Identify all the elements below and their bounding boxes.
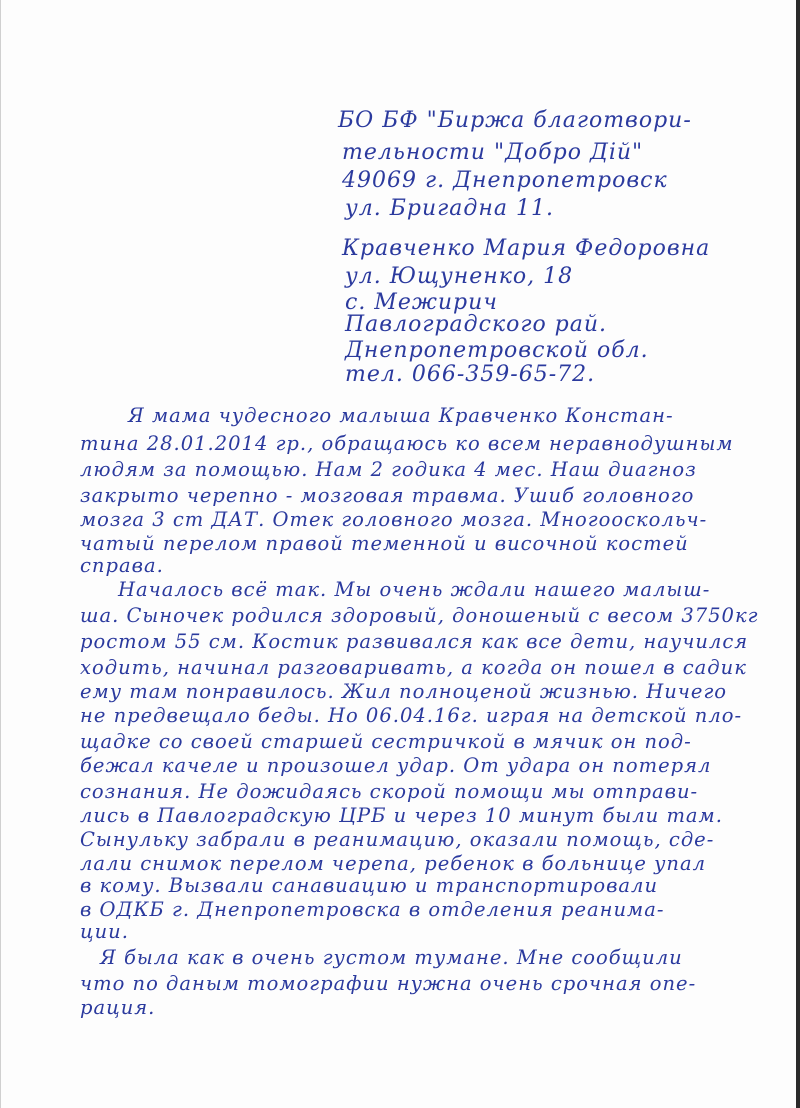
sender-line: с. Межирич [345, 290, 498, 315]
sender-line: Кравченко Мария Федоровна [342, 236, 711, 261]
letter-line: щадке со своей старшей сестричкой в мячик он под- [80, 730, 692, 753]
letter-line: Я была как в очень густом тумане. Мне сообщили [100, 946, 683, 969]
letter-line: ша. Сыночек родился здоровый, доношеный с весом 3750кг [80, 604, 759, 627]
sender-line: ул. Ющуненко, 18 [345, 264, 574, 289]
letter-line: в кому. Вызвали санавиацию и транспортировали [80, 874, 659, 897]
letter-line: рация. [80, 996, 156, 1019]
letter-line: Я мама чудесного малыша Кравченко Констан- [128, 404, 674, 427]
letter-line: Началось всё так. Мы очень ждали нашего малыш- [118, 578, 711, 601]
recipient-line: 49069 г. Днепропетровск [342, 168, 668, 193]
sender-line: Днепропетровской обл. [345, 338, 649, 363]
letter-line: ему там понравилось. Жил полноценой жизнью. Ничего [80, 680, 728, 703]
letter-line: тина 28.01.2014 гр., обращаюсь ко всем неравнодушным [80, 432, 734, 455]
letter-line: сознания. Не дожидаясь скорой помощи мы отправи- [80, 780, 699, 803]
letter-line: людям за помощью. Нам 2 годика 4 мес. Наш диагноз [80, 458, 697, 481]
sender-line: Павлоградского рай. [345, 312, 608, 337]
letter-line: что по даным томографии нужна очень срочная опе- [80, 972, 697, 995]
recipient-line: тельности "Добро Дій" [342, 140, 644, 165]
letter-line: лись в Павлоградскую ЦРБ и через 10 минут были там. [80, 804, 723, 827]
recipient-line: БО БФ "Биржа благотвори- [338, 108, 692, 133]
letter-line: чатый перелом правой теменной и височной костей [80, 532, 689, 555]
letter-line: справа. [80, 554, 164, 577]
sender-line: тел. 066-359-65-72. [345, 362, 596, 387]
letter-line: в ОДКБ г. Днепропетровска в отделения реанима- [80, 898, 665, 921]
letter-line: лали снимок перелом черепа, ребенок в больнице упал [80, 852, 706, 875]
letter-line: не предвещало беды. Но 06.04.16г. играя на детской пло- [80, 704, 743, 727]
scan-edge-right [796, 0, 800, 1108]
letter-line: ростом 55 см. Костик развивался как все дети, научился [80, 630, 749, 653]
recipient-line: ул. Бригадна 11. [345, 196, 554, 221]
letter-line: мозга 3 ст ДАТ. Отек головного мозга. Многооскольч- [80, 508, 708, 531]
scan-edge-left [0, 0, 1, 1108]
letter-line: закрыто черепно - мозговая травма. Ушиб головного [80, 484, 695, 507]
letter-line: Сынульку забрали в реанимацию, оказали помощь, сде- [80, 828, 715, 851]
letter-line: ции. [80, 920, 129, 943]
letter-line: ходить, начинал разговаривать, а когда он пошел в садик [80, 656, 747, 679]
letter-line: бежал качеле и произошел удар. От удара он потерял [80, 754, 712, 777]
